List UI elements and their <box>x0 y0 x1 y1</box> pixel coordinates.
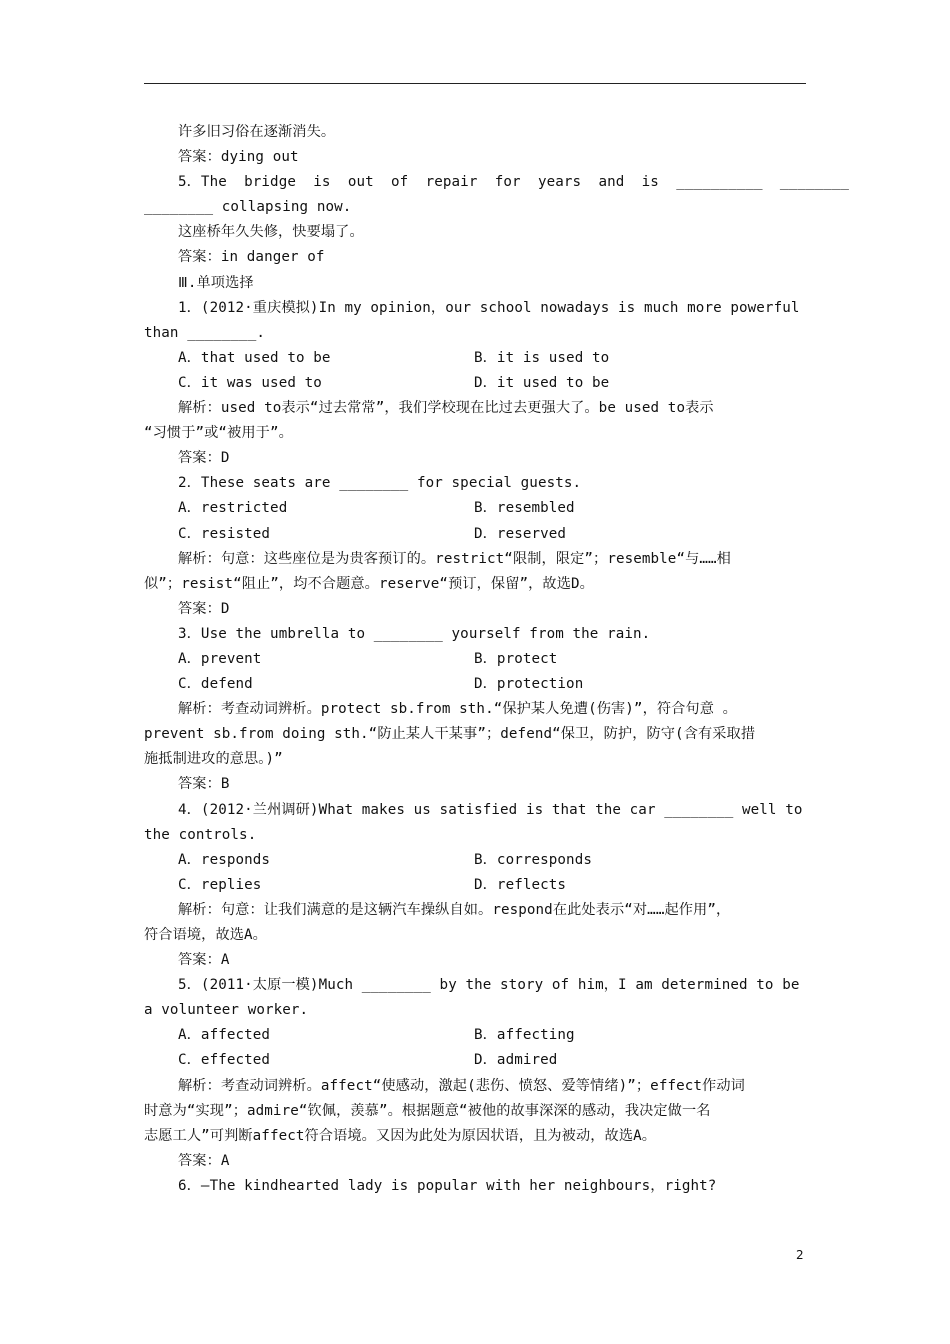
page-number: 2 <box>796 1248 804 1262</box>
option-a: A．responds <box>178 851 271 868</box>
question-6: 6．—The kindhearted lady is popular with her neighbours，right? <box>178 1177 717 1194</box>
option-b: B．protect <box>474 650 558 667</box>
question-5-cont: a volunteer worker. <box>144 1002 309 1019</box>
question-3: 3．Use the umbrella to ________ yourself from the rain. <box>178 625 651 642</box>
option-c: C．it was used to <box>178 374 322 391</box>
question-3-options-row-2 <box>144 672 806 697</box>
answer-line: 答案：in danger of <box>178 249 325 266</box>
question-1: 1．(2012·重庆模拟)In my opinion，our school nowadays is much more powerful <box>178 299 800 316</box>
option-d: D．admired <box>474 1052 558 1069</box>
question-2: 2．These seats are ________ for special guests. <box>178 475 582 492</box>
answer-line: 答案：B <box>178 776 230 793</box>
explanation-line: 施抵制进攻的意思。)” <box>144 751 283 768</box>
explanation-line: 解析：used to表示“过去常常”，我们学校现在比过去更强大了。be used to表示 <box>178 400 714 417</box>
question-5-fill: 5．The bridge is out of repair for years and is __________ ________ <box>178 174 850 191</box>
explanation-line: 似”；resist“阻止”，均不合题意。reserve“预订，保留”，故选D。 <box>144 575 594 592</box>
explanation-line: 志愿工人”可判断affect符合语境。又因为此处为原因状语，且为被动，故选A。 <box>144 1127 657 1144</box>
answer-line: 答案：A <box>178 952 230 969</box>
explanation-line: prevent sb.from doing sth.“防止某人干某事”；defend“保卫，防护，防守(含有采取措 <box>144 726 756 743</box>
answer-line: 答案：D <box>178 450 230 467</box>
option-c: C．resisted <box>178 525 271 542</box>
option-a: A．affected <box>178 1027 271 1044</box>
option-a: A．restricted <box>178 500 288 517</box>
option-a: A．prevent <box>178 650 262 667</box>
option-d: D．protection <box>474 676 584 693</box>
question-2-options-row-2 <box>144 522 806 547</box>
option-d: D．reflects <box>474 876 567 893</box>
option-d: D．it used to be <box>474 374 610 391</box>
answer-line: 答案：dying out <box>178 149 299 166</box>
question-3-options-row-1 <box>144 647 806 672</box>
header-rule <box>144 83 806 84</box>
section-heading: Ⅲ.单项选择 <box>178 274 254 291</box>
question-1-cont: than ________. <box>144 324 265 341</box>
question-4-options-row-1 <box>144 848 806 873</box>
question-1-options-row-1 <box>144 346 806 371</box>
explanation-line: 符合语境，故选A。 <box>144 927 267 943</box>
question-4-options-row-2 <box>144 873 806 898</box>
option-b: B．corresponds <box>474 851 592 868</box>
explanation-line: 解析：考查动词辨析。protect sb.from sth.“保护某人免遭(伤害)”，符合句意 。 <box>178 701 737 718</box>
question-4: 4．(2012·兰州调研)What makes us satisfied is that the car ________ well to <box>178 801 803 818</box>
question-5-options-row-2 <box>144 1048 806 1073</box>
answer-line: 答案：D <box>178 600 230 617</box>
option-c: C．replies <box>178 876 262 893</box>
question-5-options-row-1 <box>144 1023 806 1048</box>
question-4-cont: the controls. <box>144 826 257 843</box>
option-b: B．affecting <box>474 1027 575 1044</box>
option-b: B．it is used to <box>474 349 610 366</box>
explanation-line: 解析：句意：这些座位是为贵客预订的。restrict“限制，限定”；resemble“与……相 <box>178 550 731 567</box>
explanation-line: “习惯于”或“被用于”。 <box>144 425 293 442</box>
translation-line: 这座桥年久失修，快要塌了。 <box>178 224 364 241</box>
explanation-line: 解析：考查动词辨析。affect“使感动，激起(悲伤、愤怒、爱等情绪)”；effect作动词 <box>178 1077 745 1094</box>
explanation-line: 解析：句意：让我们满意的是这辆汽车操纵自如。respond在此处表示“对……起作用”， <box>178 901 731 918</box>
option-b: B．resembled <box>474 500 575 517</box>
question-2-options-row-1 <box>144 496 806 521</box>
document-body <box>144 120 850 1199</box>
option-c: C．defend <box>178 676 253 693</box>
question-5: 5．(2011·太原一模)Much ________ by the story of him，I am determined to be <box>178 977 800 994</box>
explanation-line: 时意为“实现”；admire“钦佩，羡慕”。根据题意“被他的故事深深的感动，我决定做一名 <box>144 1102 711 1119</box>
answer-line: 答案：A <box>178 1152 230 1169</box>
option-d: D．reserved <box>474 525 567 542</box>
question-1-options-row-2 <box>144 371 806 396</box>
option-a: A．that used to be <box>178 349 331 366</box>
question-5-fill-cont: ________ collapsing now. <box>144 199 352 216</box>
option-c: C．effected <box>178 1052 271 1069</box>
translation-line: 许多旧习俗在逐渐消失。 <box>178 124 336 140</box>
